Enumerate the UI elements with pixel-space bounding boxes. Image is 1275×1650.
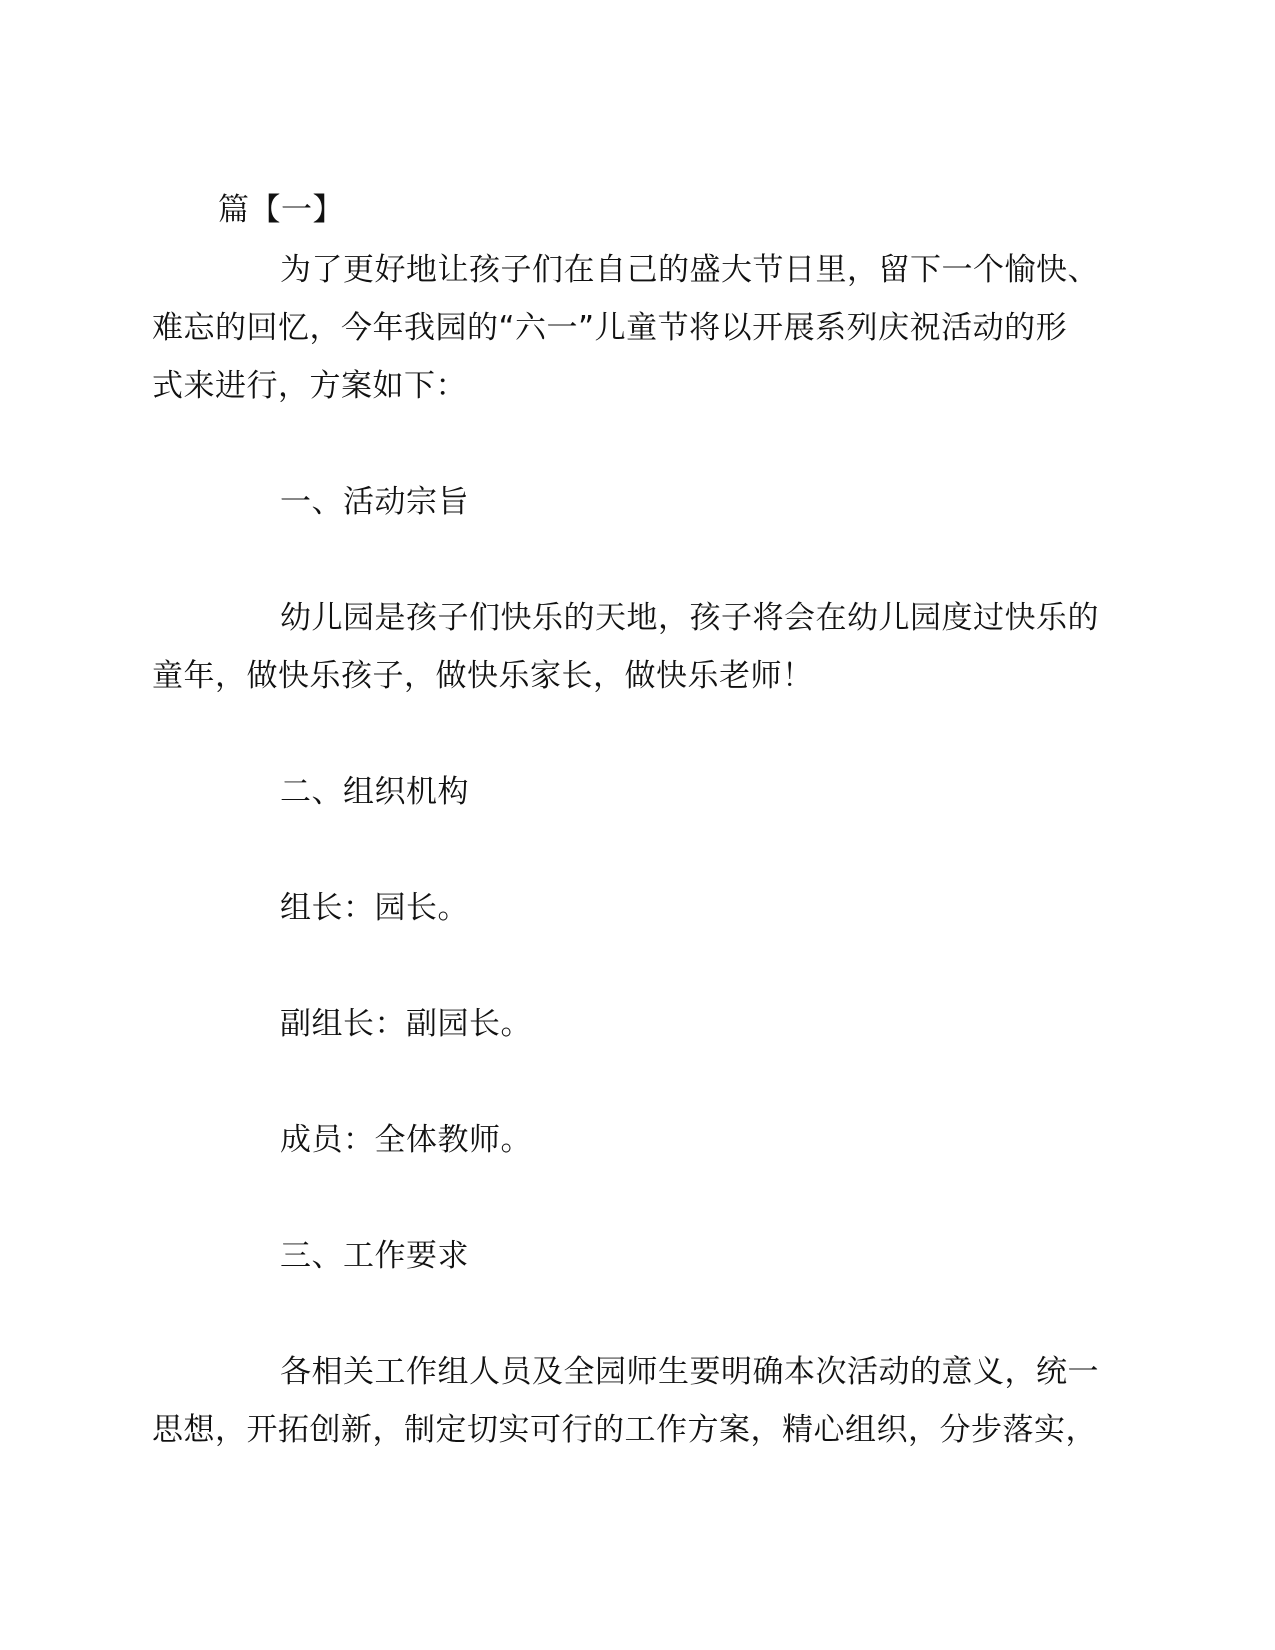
section-1-title: 一、活动宗旨 bbox=[280, 484, 469, 520]
section-3-title: 三、工作要求 bbox=[280, 1238, 469, 1274]
section-3-paragraph-line-1: 各相关工作组人员及全园师生要明确本次活动的意义，统一 bbox=[280, 1354, 1099, 1390]
intro-paragraph-line-1: 为了更好地让孩子们在自己的盛大节日里，留下一个愉快、 bbox=[280, 252, 1099, 288]
document-heading: 篇【一】 bbox=[218, 192, 344, 228]
section-3-paragraph-line-2: 思想，开拓创新，制定切实可行的工作方案，精心组织，分步落实， bbox=[152, 1412, 1097, 1448]
organization-deputy-leader: 副组长：副园长。 bbox=[280, 1006, 532, 1042]
organization-members: 成员：全体教师。 bbox=[280, 1122, 532, 1158]
section-1-paragraph-line-1: 幼儿园是孩子们快乐的天地，孩子将会在幼儿园度过快乐的 bbox=[280, 600, 1099, 636]
intro-paragraph-line-3: 式来进行，方案如下： bbox=[152, 368, 467, 404]
organization-leader: 组长：园长。 bbox=[280, 890, 469, 926]
section-2-title: 二、组织机构 bbox=[280, 774, 469, 810]
section-1-paragraph-line-2: 童年，做快乐孩子，做快乐家长，做快乐老师！ bbox=[152, 658, 814, 694]
intro-paragraph-line-2: 难忘的回忆，今年我园的“六一”儿童节将以开展系列庆祝活动的形 bbox=[152, 310, 1068, 346]
